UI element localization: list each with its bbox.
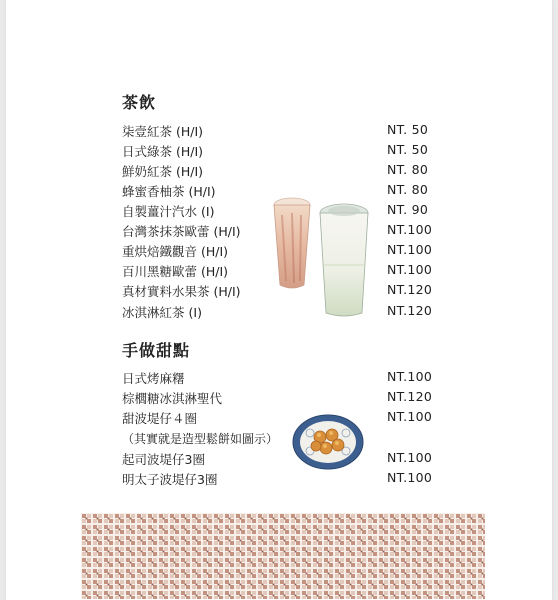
waffle-plate-illustration: [292, 413, 364, 471]
menu-item: [122, 470, 442, 490]
item-name: 自製薑汁汽水: [122, 204, 198, 219]
item-price: NT.100: [387, 262, 433, 277]
item-name: 起司波堤仔3圈: [122, 452, 205, 467]
menu-item: [122, 142, 442, 162]
decorative-tile-pattern: [81, 513, 485, 599]
item-price: NT.100: [387, 450, 433, 465]
item-name: 明太子波堤仔3圈: [122, 472, 218, 487]
menu-item: [122, 409, 442, 429]
item-name: 真材實料水果茶: [122, 284, 210, 299]
item-price: NT.100: [387, 222, 433, 237]
item-price: NT. 50: [387, 122, 429, 137]
menu-item: [122, 450, 442, 470]
menu-page: [6, 0, 552, 600]
item-name: 日式綠茶: [122, 144, 173, 159]
item-name: 台灣茶抹茶歐蕾: [122, 224, 210, 239]
item-tag: (H/I): [213, 224, 241, 239]
item-name: 棕櫚糖冰淇淋聖代: [122, 391, 223, 406]
menu-item: [122, 122, 442, 142]
dessert-note: （其實就是造型鬆餅如圖示）: [122, 432, 279, 446]
item-tag: (H/I): [213, 284, 241, 299]
item-tag: (H/I): [176, 124, 204, 139]
item-name: 蜂蜜香柚茶: [122, 184, 185, 199]
item-price: NT. 80: [387, 182, 429, 197]
item-price: NT.100: [387, 242, 433, 257]
item-price: NT.120: [387, 389, 433, 404]
item-tag: (H/I): [176, 144, 204, 159]
section-title-dessert: 手做甜點: [122, 341, 191, 360]
item-tag: (I): [188, 305, 202, 320]
item-name: 日式烤麻糬: [122, 371, 185, 386]
item-name: 鮮奶紅茶: [122, 164, 173, 179]
item-price: NT.120: [387, 303, 433, 318]
item-price: NT. 80: [387, 162, 429, 177]
item-tag: (H/I): [188, 184, 216, 199]
item-name: 甜波堤仔４圈: [122, 411, 198, 426]
item-price: NT.120: [387, 282, 433, 297]
item-tag: (H/I): [176, 164, 204, 179]
menu-item: [122, 369, 442, 389]
item-price: NT.100: [387, 470, 433, 485]
item-name: 百川黑糖歐蕾: [122, 264, 198, 279]
item-price: NT.100: [387, 369, 433, 384]
menu-item: [122, 389, 442, 409]
drinks-illustration: [264, 195, 376, 319]
item-price: NT. 90: [387, 202, 429, 217]
item-tag: (H/I): [201, 244, 229, 259]
item-name: 重烘焙鐵觀音: [122, 244, 198, 259]
menu-item: [122, 162, 442, 182]
item-name: 柒壹紅茶: [122, 124, 173, 139]
item-price: NT. 50: [387, 142, 429, 157]
item-tag: (I): [201, 204, 215, 219]
item-price: NT.100: [387, 409, 433, 424]
item-name: 冰淇淋紅茶: [122, 305, 185, 320]
section-title-tea: 茶飲: [122, 93, 157, 112]
item-tag: (H/I): [201, 264, 229, 279]
